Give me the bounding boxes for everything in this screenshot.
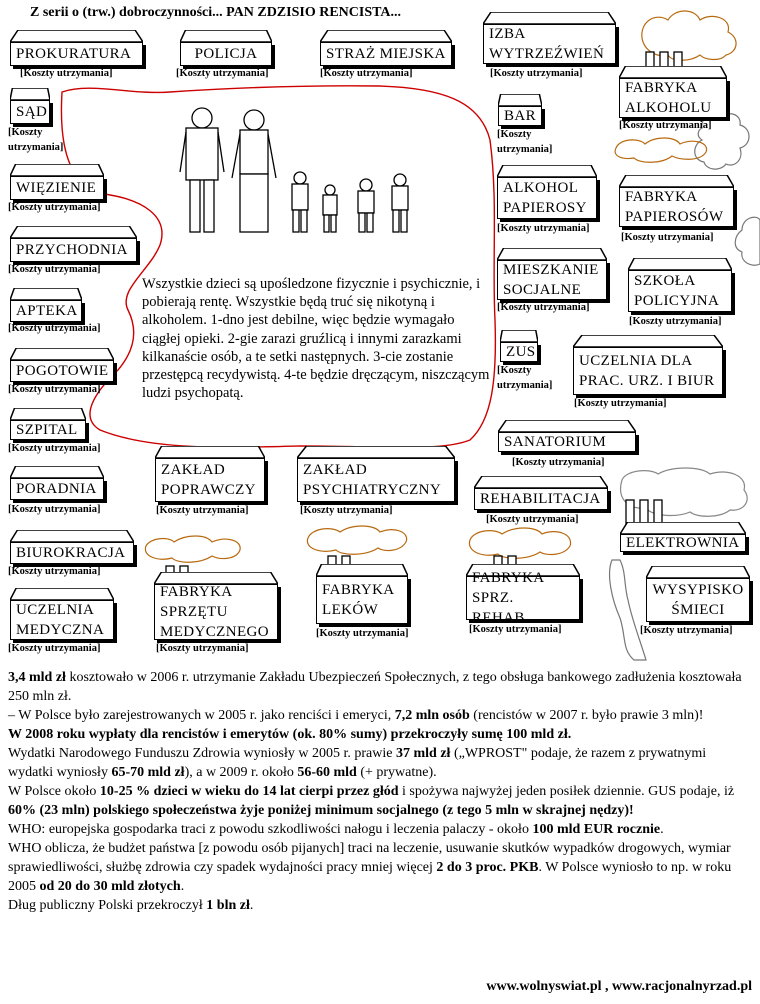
cost-label: [Koszty utrzymania] (8, 264, 101, 275)
building-label: SĄD (16, 104, 48, 120)
building-label: SZPITAL (16, 422, 78, 438)
building-label: FABRYKA SPRZĘTU MEDYCZNEGO (160, 584, 269, 640)
smoke-cloud-sprzet (145, 536, 240, 562)
family-illustration (180, 108, 408, 232)
cost-label: [Koszty utrzymania] (8, 643, 101, 654)
building-policja (180, 30, 272, 66)
building-rehabilitacja (474, 476, 608, 510)
smoke-cloud-wysypisko (610, 560, 646, 660)
building-label: SANATORIUM (504, 434, 607, 450)
cost-label: [Koszty utrzymania] (8, 504, 101, 515)
cost-label: [Koszty utrzymania] (486, 514, 579, 525)
cost-label: [Koszty utrzymania] (629, 316, 722, 327)
building-uczelnia-medyczna (10, 588, 114, 640)
cost-label: [Koszty utrzymania] (320, 68, 413, 79)
building-fabryka-alkoholu (619, 66, 727, 118)
building-apteka (10, 288, 82, 322)
cost-label: [Koszty utrzymania] (8, 443, 101, 454)
building-label: FABRYKA ALKOHOLU (625, 80, 712, 116)
building-pogotowie (10, 348, 114, 382)
building-przychodnia (10, 226, 137, 262)
cost-label: [Koszty utrzymania] (8, 566, 101, 577)
cost-label: [Koszty utrzymania] (512, 457, 605, 468)
building-zus (500, 330, 538, 362)
cost-label: [Koszty utrzymania] (8, 384, 101, 395)
cost-label: [Koszty utrzymania] (300, 505, 393, 516)
building-label: FABRYKA PAPIEROSÓW (625, 189, 724, 225)
building-fabryka-papierosow (619, 175, 734, 227)
cost-label: [Koszty utrzymania] (490, 68, 583, 79)
cost-label: [Koszty utrzymania] (497, 302, 590, 313)
cost-label: [Koszty utrzymania] (621, 232, 714, 243)
smoke-cloud-rehab (469, 528, 570, 558)
building-zaklad-poprawczy (155, 446, 265, 502)
building-label: ZAKŁAD PSYCHIATRYCZNY (303, 462, 442, 498)
building-uczelnia-prac (573, 335, 723, 395)
building-zaklad-psychiatryczny (297, 446, 455, 502)
building-poradnia (10, 466, 104, 500)
fact-debt: Dług publiczny Polski przekroczył 1 bln zł. (8, 898, 254, 913)
building-label: POLICJA (194, 46, 258, 62)
facts-section (8, 668, 748, 915)
building-label: POGOTOWIE (16, 363, 109, 379)
cost-label: [Koszty utrzymania] (156, 505, 249, 516)
fact-nfz: Wydatki Narodowego Funduszu Zdrowia wyniosły w 2005 r. prawie 37 mld zł („WPROST" podaje, że razem z prywatnymi wydatki wyniosły 65-70 mld zł), a w 2009 r. około 56-60 mld (+ prywatne). (8, 746, 707, 780)
smoke-cloud-papierosy (735, 217, 760, 265)
cost-label: [Koszty utrzymania] (8, 127, 64, 153)
building-label: ZUS (506, 344, 536, 360)
building-label: ALKOHOL PAPIEROSY (503, 180, 587, 216)
smoke-cloud-leki (307, 526, 406, 554)
page-title: Z serii o (trw.) dobroczynności... PAN ZDZISIO RENCISTA... (30, 5, 402, 20)
building-label: STRAŻ MIEJSKA (326, 46, 446, 62)
story-text: Wszystkie dzieci są upośledzone fizycznie i psychicznie, i pobierają rentę. Wszystkie będą truć się nikotyną i alkoholem. 1-dno jest debilne, więc będzie wymagało ciągłej opieki. 2-gie zarazi gruźlicą i innymi zarazkami kilkanaście osób, a te setki następnych. 3-cie zostanie przestępcą recydywistą. 4-te będzie dręczącym, niszczącym ludzi psychopatą. (142, 276, 490, 402)
building-fabryka-sprzetu (154, 572, 278, 640)
building-biurokracja (10, 530, 134, 564)
building-sad (10, 88, 50, 124)
building-alkohol-papierosy (497, 165, 597, 219)
building-izba-wytrzezwien (483, 12, 616, 64)
building-sanatorium (498, 420, 636, 452)
cost-label: [Koszty utrzymania] (469, 624, 562, 635)
fact-zus: 3,4 mld zł kosztowało w 2006 r. utrzymanie Zakładu Ubezpieczeń Społecznych, z tego obsługa bankowego zadłużenia kosztowała 250 mln zł. (8, 670, 742, 704)
building-label: WYSYPISKO ŚMIECI (652, 582, 744, 618)
building-label: IZBA WYTRZEŹWIEŃ (489, 26, 605, 62)
building-label: PRZYCHODNIA (16, 242, 128, 258)
building-fabryka-sprz-rehab (466, 564, 580, 626)
building-label: ZAKŁAD POPRAWCZY (161, 462, 256, 498)
building-label: BAR (504, 108, 537, 124)
building-bar (498, 94, 542, 126)
building-prokuratura (10, 30, 143, 66)
cost-label: [Koszty utrzymania] (574, 398, 667, 409)
building-mieszkanie-socjalne (497, 248, 607, 300)
building-label: UCZELNIA MEDYCZNA (16, 602, 105, 638)
cost-label: [Koszty utrzymania] (497, 365, 553, 391)
cost-label: [Koszty utrzymania] (8, 202, 101, 213)
building-straz-miejska (320, 30, 452, 66)
fact-pensioners: – W Polsce było zarejestrowanych w 2005 r. jako renciści i emeryci, 7,2 mln osób (rencistów w 2007 r. było prawie 3 mln)! (8, 708, 704, 723)
cost-label: [Koszty utrzymania] (640, 625, 733, 636)
building-wysypisko-smieci (646, 566, 750, 622)
building-label: FABRYKA LEKÓW (322, 582, 395, 618)
cost-label: [Koszty utrzymania] (176, 68, 269, 79)
cost-label: [Koszty utrzymania] (316, 628, 409, 639)
building-label: PROKURATURA (16, 46, 132, 62)
building-elektrownia (620, 522, 746, 552)
building-wiezienie (10, 164, 104, 200)
fact-who-alcohol: WHO oblicza, że budżet państwa [z powodu osób pijanych] traci na leczenie, usuwanie skutków wypadków drogowych, wymiar sprawiedliwości, służbę zdrowia czy spadek wydajności pracy mniej więcej 2 do 3 proc. PKB. W Polsce wyniosło to np. w roku 2005 od 20 do 30 mld złotych. (8, 841, 732, 894)
cost-label: [Koszty utrzymania] (497, 223, 590, 234)
building-label: SZKOŁA POLICYJNA (634, 273, 720, 309)
building-label: BIUROKRACJA (16, 545, 126, 561)
cost-label: [Koszty utrzymania] (497, 129, 553, 155)
building-label: APTEKA (16, 303, 78, 319)
building-label: UCZELNIA DLA PRAC. URZ. I BIUR (579, 353, 715, 389)
building-label: MIESZKANIE SOCJALNE (503, 262, 599, 298)
fact-hunger: W Polsce około 10-25 % dzieci w wieku do 14 lat cierpi przez głód i spożywa najwyżej jeden posiłek dziennie. GUS podaje, iż 60% (23 mln) polskiego społeczeństwa żyje poniżej minimum socjalnego (z tego 5 mln w skrajnej nędzy)! (8, 784, 735, 818)
building-label: WIĘZIENIE (16, 180, 97, 196)
building-szpital (10, 408, 86, 440)
fact-who-smoking: WHO: europejska gospodarka traci z powodu szkodliwości nałogu i leczenia palaczy - około 100 mld EUR rocznie. (8, 822, 664, 837)
building-label: ELEKTROWNIA (626, 535, 740, 551)
building-label: REHABILITACJA (480, 491, 601, 507)
smoke-cloud-fabryka-alkoholu (615, 138, 706, 162)
building-label: PORADNIA (16, 481, 97, 497)
footer-links[interactable]: www.wolnyswiat.pl , www.racjonalnyrzad.pl (486, 979, 752, 994)
fact-payments: W 2008 roku wypłaty dla rencistów i emerytów (ok. 80% sumy) przekroczyły sumę 100 mld zł. (8, 727, 572, 742)
cost-label: [Koszty utrzymania] (619, 120, 712, 131)
smoke-cloud-izba (642, 11, 736, 60)
cost-label: [Koszty utrzymania] (8, 323, 101, 334)
cost-label: [Koszty utrzymania] (156, 643, 249, 654)
building-szkola-policyjna (628, 258, 732, 312)
building-fabryka-lekow (316, 564, 408, 624)
building-label: FABRYKA SPRZ. REHAB. (472, 570, 545, 626)
cost-label: [Koszty utrzymania] (20, 68, 113, 79)
